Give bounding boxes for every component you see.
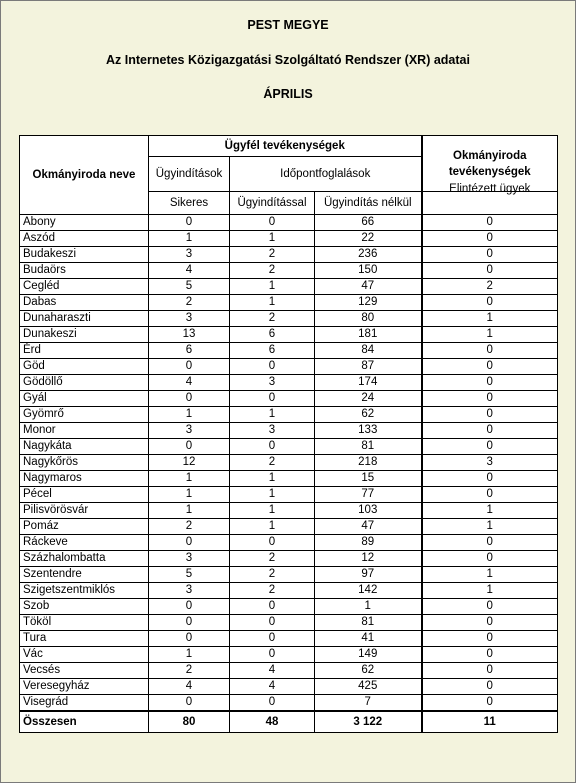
total-row: [20, 711, 558, 733]
successful-cell: 1: [149, 471, 230, 487]
completed-cell: 0: [422, 343, 558, 359]
with-case-cell: 0: [230, 695, 315, 712]
completed-cell: 0: [422, 487, 558, 503]
table-row: [20, 615, 558, 631]
without-case-cell: 15: [315, 471, 422, 487]
with-case-cell: 6: [230, 327, 315, 343]
successful-cell: 4: [149, 375, 230, 391]
office-name-cell: Ráckeve: [20, 535, 149, 551]
successful-cell: 3: [149, 583, 230, 599]
total-without-case: 3 122: [315, 711, 422, 733]
successful-cell: 1: [149, 231, 230, 247]
table-row: [20, 567, 558, 583]
office-name-cell: Érd: [20, 343, 149, 359]
total-successful: 80: [149, 711, 230, 733]
table-body: [20, 215, 558, 712]
with-case-cell: 0: [230, 615, 315, 631]
completed-cell: 1: [422, 583, 558, 599]
table-row: [20, 407, 558, 423]
without-case-cell: 1: [315, 599, 422, 615]
month-title: ÁPRILIS: [263, 87, 313, 101]
without-case-cell: 129: [315, 295, 422, 311]
successful-cell: 3: [149, 423, 230, 439]
office-name-cell: Gyömrő: [20, 407, 149, 423]
table-row: [20, 519, 558, 535]
with-case-cell: 1: [230, 295, 315, 311]
without-case-cell: 77: [315, 487, 422, 503]
with-case-cell: 2: [230, 551, 315, 567]
office-name-cell: Szigetszentmiklós: [20, 583, 149, 599]
without-case-cell: 47: [315, 519, 422, 535]
successful-cell: 0: [149, 615, 230, 631]
with-case-cell: 2: [230, 567, 315, 583]
table-row: [20, 551, 558, 567]
table-row: [20, 471, 558, 487]
completed-cell: 0: [422, 695, 558, 712]
successful-cell: 0: [149, 599, 230, 615]
header-successful: Sikeres: [149, 192, 230, 215]
header-with-case: Ügyindítással: [230, 192, 315, 215]
total-label: Összesen: [20, 711, 149, 733]
office-name-cell: Gödöllő: [20, 375, 149, 391]
without-case-cell: 81: [315, 615, 422, 631]
without-case-cell: 12: [315, 551, 422, 567]
completed-cell: 0: [422, 471, 558, 487]
table-row: [20, 327, 558, 343]
office-name-cell: Vecsés: [20, 663, 149, 679]
successful-cell: 1: [149, 503, 230, 519]
with-case-cell: 0: [230, 599, 315, 615]
completed-cell: 0: [422, 615, 558, 631]
completed-cell: 1: [422, 519, 558, 535]
header-appointments: Időpontfoglalások: [230, 157, 422, 192]
table-row: [20, 439, 558, 455]
successful-cell: 4: [149, 263, 230, 279]
table-row: [20, 679, 558, 695]
without-case-cell: 103: [315, 503, 422, 519]
office-name-cell: Aszód: [20, 231, 149, 247]
with-case-cell: 2: [230, 583, 315, 599]
office-name-cell: Pécel: [20, 487, 149, 503]
office-name-cell: Abony: [20, 215, 149, 231]
completed-cell: 0: [422, 551, 558, 567]
with-case-cell: 0: [230, 535, 315, 551]
without-case-cell: 174: [315, 375, 422, 391]
successful-cell: 6: [149, 343, 230, 359]
office-name-cell: Tököl: [20, 615, 149, 631]
completed-cell: 1: [422, 311, 558, 327]
table-row: [20, 311, 558, 327]
without-case-cell: 236: [315, 247, 422, 263]
successful-cell: 2: [149, 663, 230, 679]
without-case-cell: 181: [315, 327, 422, 343]
completed-cell: 0: [422, 631, 558, 647]
without-case-cell: 24: [315, 391, 422, 407]
completed-cell: 0: [422, 423, 558, 439]
with-case-cell: 1: [230, 503, 315, 519]
without-case-cell: 62: [315, 663, 422, 679]
with-case-cell: 3: [230, 423, 315, 439]
completed-cell: 1: [422, 327, 558, 343]
successful-cell: 3: [149, 311, 230, 327]
completed-cell: 0: [422, 263, 558, 279]
office-name-cell: Dunakeszi: [20, 327, 149, 343]
office-name-cell: Dunaharaszti: [20, 311, 149, 327]
without-case-cell: 22: [315, 231, 422, 247]
table-row: [20, 503, 558, 519]
completed-cell: 0: [422, 407, 558, 423]
completed-cell: 0: [422, 231, 558, 247]
header-office-activities: Okmányiroda tevékenységek: [422, 136, 558, 192]
with-case-cell: 0: [230, 215, 315, 231]
with-case-cell: 2: [230, 263, 315, 279]
without-case-cell: 142: [315, 583, 422, 599]
without-case-cell: 218: [315, 455, 422, 471]
without-case-cell: 41: [315, 631, 422, 647]
successful-cell: 5: [149, 567, 230, 583]
with-case-cell: 1: [230, 407, 315, 423]
completed-cell: 0: [422, 535, 558, 551]
table-row: [20, 423, 558, 439]
successful-cell: 0: [149, 391, 230, 407]
with-case-cell: 1: [230, 471, 315, 487]
table-row: [20, 535, 558, 551]
successful-cell: 13: [149, 327, 230, 343]
completed-cell: 0: [422, 359, 558, 375]
successful-cell: 4: [149, 679, 230, 695]
successful-cell: 3: [149, 551, 230, 567]
without-case-cell: 133: [315, 423, 422, 439]
total-completed: 11: [422, 711, 558, 733]
successful-cell: 0: [149, 695, 230, 712]
with-case-cell: 0: [230, 631, 315, 647]
office-name-cell: Százhalombatta: [20, 551, 149, 567]
county-title: PEST MEGYE: [247, 18, 329, 32]
without-case-cell: 80: [315, 311, 422, 327]
with-case-cell: 2: [230, 247, 315, 263]
successful-cell: 0: [149, 215, 230, 231]
table-row: [20, 391, 558, 407]
with-case-cell: 3: [230, 375, 315, 391]
table-row: [20, 247, 558, 263]
table-row: [20, 583, 558, 599]
office-name-cell: Monor: [20, 423, 149, 439]
office-name-cell: Budakeszi: [20, 247, 149, 263]
without-case-cell: 7: [315, 695, 422, 712]
table-row: [20, 263, 558, 279]
with-case-cell: 1: [230, 519, 315, 535]
successful-cell: 2: [149, 519, 230, 535]
office-name-cell: Dabas: [20, 295, 149, 311]
table-row: [20, 695, 558, 712]
office-name-cell: Budaörs: [20, 263, 149, 279]
completed-cell: 0: [422, 679, 558, 695]
header-case-initiations: Ügyindítások: [149, 157, 230, 192]
office-name-cell: Tura: [20, 631, 149, 647]
table-row: [20, 631, 558, 647]
office-name-cell: Pilisvörösvár: [20, 503, 149, 519]
without-case-cell: 425: [315, 679, 422, 695]
completed-cell: 0: [422, 215, 558, 231]
table-row: [20, 599, 558, 615]
completed-cell: 0: [422, 247, 558, 263]
without-case-cell: 89: [315, 535, 422, 551]
office-name-cell: Szob: [20, 599, 149, 615]
completed-cell: 0: [422, 295, 558, 311]
without-case-cell: 87: [315, 359, 422, 375]
without-case-cell: 97: [315, 567, 422, 583]
completed-cell: 1: [422, 567, 558, 583]
office-name-cell: Göd: [20, 359, 149, 375]
table-row: [20, 279, 558, 295]
with-case-cell: 0: [230, 439, 315, 455]
office-name-cell: Szentendre: [20, 567, 149, 583]
successful-cell: 1: [149, 487, 230, 503]
successful-cell: 2: [149, 295, 230, 311]
completed-cell: 0: [422, 647, 558, 663]
office-name-cell: Nagykáta: [20, 439, 149, 455]
header-completed-cases: Elintézett ügyek: [422, 178, 558, 201]
table-row: [20, 343, 558, 359]
total-with-case: 48: [230, 711, 315, 733]
completed-cell: 0: [422, 375, 558, 391]
successful-cell: 0: [149, 359, 230, 375]
table-row: [20, 455, 558, 471]
with-case-cell: 1: [230, 231, 315, 247]
without-case-cell: 47: [315, 279, 422, 295]
without-case-cell: 66: [315, 215, 422, 231]
completed-cell: 0: [422, 439, 558, 455]
office-name-cell: Vác: [20, 647, 149, 663]
table-row: [20, 663, 558, 679]
with-case-cell: 0: [230, 391, 315, 407]
header-without-case: Ügyindítás nélkül: [315, 192, 422, 215]
successful-cell: 12: [149, 455, 230, 471]
without-case-cell: 81: [315, 439, 422, 455]
table-row: [20, 215, 558, 231]
completed-cell: 1: [422, 503, 558, 519]
without-case-cell: 149: [315, 647, 422, 663]
without-case-cell: 150: [315, 263, 422, 279]
with-case-cell: 4: [230, 663, 315, 679]
completed-cell: 0: [422, 663, 558, 679]
successful-cell: 5: [149, 279, 230, 295]
table-row: [20, 359, 558, 375]
statistics-table: [19, 135, 558, 733]
office-name-cell: Veresegyház: [20, 679, 149, 695]
completed-cell: 3: [422, 455, 558, 471]
header-client-activities: Ügyfél tevékenységek: [149, 136, 422, 157]
with-case-cell: 0: [230, 359, 315, 375]
table-row: [20, 231, 558, 247]
table-row: [20, 487, 558, 503]
successful-cell: 0: [149, 535, 230, 551]
without-case-cell: 62: [315, 407, 422, 423]
completed-cell: 0: [422, 599, 558, 615]
office-name-cell: Nagykőrös: [20, 455, 149, 471]
office-name-cell: Gyál: [20, 391, 149, 407]
office-name-cell: Pomáz: [20, 519, 149, 535]
table-row: [20, 375, 558, 391]
with-case-cell: 2: [230, 455, 315, 471]
without-case-cell: 84: [315, 343, 422, 359]
with-case-cell: 6: [230, 343, 315, 359]
header-office-name: Okmányiroda neve: [20, 136, 149, 215]
successful-cell: 3: [149, 247, 230, 263]
with-case-cell: 1: [230, 279, 315, 295]
successful-cell: 1: [149, 647, 230, 663]
completed-cell: 2: [422, 279, 558, 295]
successful-cell: 1: [149, 407, 230, 423]
office-name-cell: Cegléd: [20, 279, 149, 295]
table-row: [20, 295, 558, 311]
successful-cell: 0: [149, 439, 230, 455]
office-name-cell: Nagymaros: [20, 471, 149, 487]
with-case-cell: 2: [230, 311, 315, 327]
with-case-cell: 4: [230, 679, 315, 695]
with-case-cell: 0: [230, 647, 315, 663]
with-case-cell: 1: [230, 487, 315, 503]
completed-cell: 0: [422, 391, 558, 407]
report-subtitle: Az Internetes Közigazgatási Szolgáltató Rendszer (XR) adatai: [106, 53, 470, 67]
successful-cell: 0: [149, 631, 230, 647]
office-name-cell: Visegrád: [20, 695, 149, 712]
table-row: [20, 647, 558, 663]
